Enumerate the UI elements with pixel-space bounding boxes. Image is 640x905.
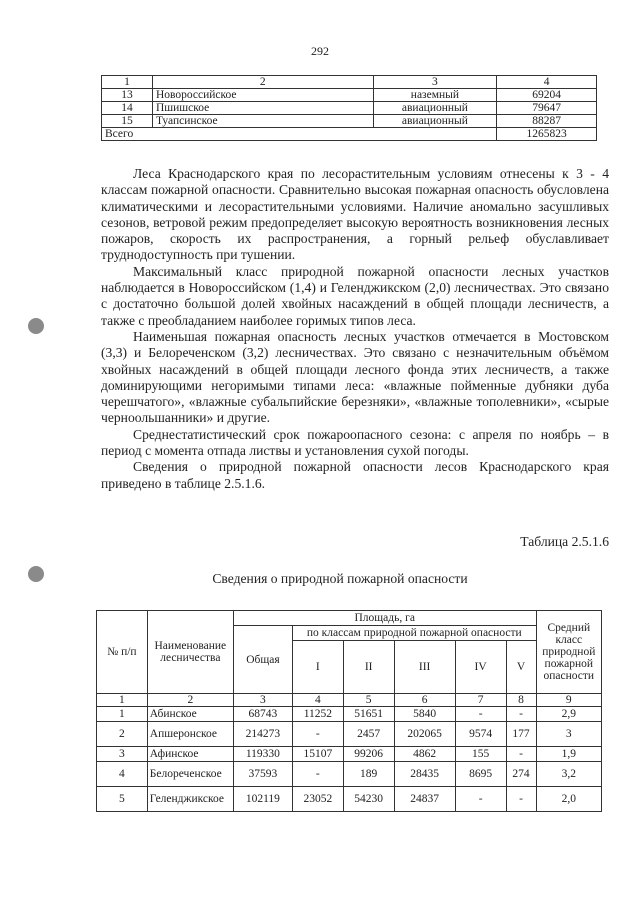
table-cell: 3 [233, 694, 292, 707]
table-cell: 68743 [233, 707, 292, 722]
table-cell: 5 [97, 787, 148, 812]
paragraph: Наименьшая пожарная опасность лесных участков отмечается в Мостовском (3,3) и Белореченском (3,2) лесничествах. Это связано с незначительным объёмом хвойных насаждений в общей площади лесного фонда этих лесничеств, а также доминирующими негоримыми типами леса: «влажные пойменные дубняки дуба черешчатого», «влажные субальпийские березняки», «влажные тополевники», «сырые черноольшанники» и другие. [101, 328, 609, 426]
table-cell: наземный [373, 89, 497, 102]
table-row [102, 102, 597, 115]
table-cell: 5840 [394, 707, 455, 722]
header-no: № п/п [97, 611, 148, 694]
table-cell: Пшишское [152, 102, 373, 115]
table-cell: 11252 [292, 707, 343, 722]
table-cell: 4862 [394, 747, 455, 762]
table-cell: 7 [455, 694, 506, 707]
table-cell: 119330 [233, 747, 292, 762]
header-by-class: по классам природной пожарной опасности [292, 626, 536, 641]
table-cell: 24837 [394, 787, 455, 812]
table-cell: 2 [152, 76, 373, 89]
header-class-i: I [292, 641, 343, 694]
table-cell: авиационный [373, 102, 497, 115]
header-total: Общая [233, 626, 292, 694]
table-row [97, 747, 602, 762]
table-cell: 8695 [455, 762, 506, 787]
header-class-iii: III [394, 641, 455, 694]
table-cell: 2,0 [536, 787, 601, 812]
header-class-ii: II [343, 641, 394, 694]
table-cell: - [506, 787, 536, 812]
table-cell: 2,9 [536, 707, 601, 722]
table-header-row [97, 611, 602, 626]
binder-hole [28, 318, 44, 334]
top-table [101, 75, 597, 141]
table-cell: - [506, 707, 536, 722]
table-cell: Абинское [147, 707, 233, 722]
table-cell: 8 [506, 694, 536, 707]
table-cell: 202065 [394, 722, 455, 747]
header-avg-class: Средний класс природной пожарной опасности [536, 611, 601, 694]
table-cell: - [455, 707, 506, 722]
table-cell: 3,2 [536, 762, 601, 787]
table-title: Сведения о природной пожарной опасности [212, 571, 468, 586]
table-cell: 88287 [497, 115, 597, 128]
table-cell: 23052 [292, 787, 343, 812]
table-cell: Геленджикское [147, 787, 233, 812]
table-cell: 15 [102, 115, 153, 128]
table-cell: - [292, 762, 343, 787]
table-cell: Новороссийское [152, 89, 373, 102]
table-cell: 4 [292, 694, 343, 707]
table-cell: 51651 [343, 707, 394, 722]
table-cell: 79647 [497, 102, 597, 115]
table-cell: - [506, 747, 536, 762]
table-cell: 4 [497, 76, 597, 89]
column-number-row [97, 694, 602, 707]
paragraph: Сведения о природной пожарной опасности лесов Краснодарского края приведено в таблице 2.5.1.6. [101, 459, 609, 491]
table-cell: 1 [97, 694, 148, 707]
table-cell: 214273 [233, 722, 292, 747]
header-class-iv: IV [455, 641, 506, 694]
table-cell: 69204 [497, 89, 597, 102]
table-cell: Туапсинское [152, 115, 373, 128]
header-class-v: V [506, 641, 536, 694]
table-cell: - [455, 787, 506, 812]
table-cell: 155 [455, 747, 506, 762]
paragraph: Максимальный класс природной пожарной опасности лесных участков наблюдается в Новороссийском (1,4) и Геленджикском (2,0) лесничествах. Это связано с достаточно большой долей хвойных насаждений в общей площади лесничеств, а также с преобладанием наиболее горимых типов леса. [101, 263, 609, 328]
table-cell: Апшеронское [147, 722, 233, 747]
table-cell: 14 [102, 102, 153, 115]
table-cell: 2457 [343, 722, 394, 747]
table-cell: 9 [536, 694, 601, 707]
table-cell: Афинское [147, 747, 233, 762]
table-cell: авиационный [373, 115, 497, 128]
table-cell: 13 [102, 89, 153, 102]
table-cell: Белореченское [147, 762, 233, 787]
table-cell: 9574 [455, 722, 506, 747]
table-cell: 177 [506, 722, 536, 747]
table-cell: 274 [506, 762, 536, 787]
table-cell: 2 [147, 694, 233, 707]
table-row [97, 762, 602, 787]
table-row [97, 722, 602, 747]
table-cell: 3 [97, 747, 148, 762]
page-number: 292 [311, 44, 329, 58]
table-cell: 4 [97, 762, 148, 787]
table-row [102, 89, 597, 102]
table-cell: 189 [343, 762, 394, 787]
table-cell: 3 [373, 76, 497, 89]
table-cell: 6 [394, 694, 455, 707]
table-cell: 5 [343, 694, 394, 707]
total-label: Всего [102, 128, 497, 141]
table-cell: 1 [97, 707, 148, 722]
table-cell: 15107 [292, 747, 343, 762]
table-cell: - [292, 722, 343, 747]
table-row [102, 115, 597, 128]
table-cell: 37593 [233, 762, 292, 787]
table-cell: 1,9 [536, 747, 601, 762]
total-value: 1265823 [497, 128, 597, 141]
table-cell: 1 [102, 76, 153, 89]
table-total-row [102, 128, 597, 141]
table-label: Таблица 2.5.1.6 [520, 534, 609, 549]
paragraph: Среднестатистический срок пожароопасного сезона: с апреля по ноябрь – в период с момента отпада листвы и установления сухой погоды. [101, 426, 609, 459]
table-cell: 2 [97, 722, 148, 747]
table-row [97, 787, 602, 812]
table-cell: 28435 [394, 762, 455, 787]
table-cell: 102119 [233, 787, 292, 812]
binder-hole [28, 566, 44, 582]
header-area: Площадь, га [233, 611, 536, 626]
fire-danger-table [96, 610, 602, 812]
table-cell: 99206 [343, 747, 394, 762]
paragraph: Леса Краснодарского края по лесорастительным условиям отнесены к 3 - 4 классам пожарной опасности. Сравнительно высокая пожарная опасность обусловлена климатическими и лесорастительными условиями. Наличие аномально засушливых сезонов, ветровой режим предопределяет высокую вероятность возникновения лесных пожаров, скорость их распространения, а горный рельеф обуславливает труднодоступность при тушении. [101, 166, 609, 263]
header-name: Наименование лесничества [147, 611, 233, 694]
table-row [97, 707, 602, 722]
table-header-row [102, 76, 597, 89]
body-text [101, 166, 609, 492]
table-cell: 3 [536, 722, 601, 747]
table-cell: 54230 [343, 787, 394, 812]
